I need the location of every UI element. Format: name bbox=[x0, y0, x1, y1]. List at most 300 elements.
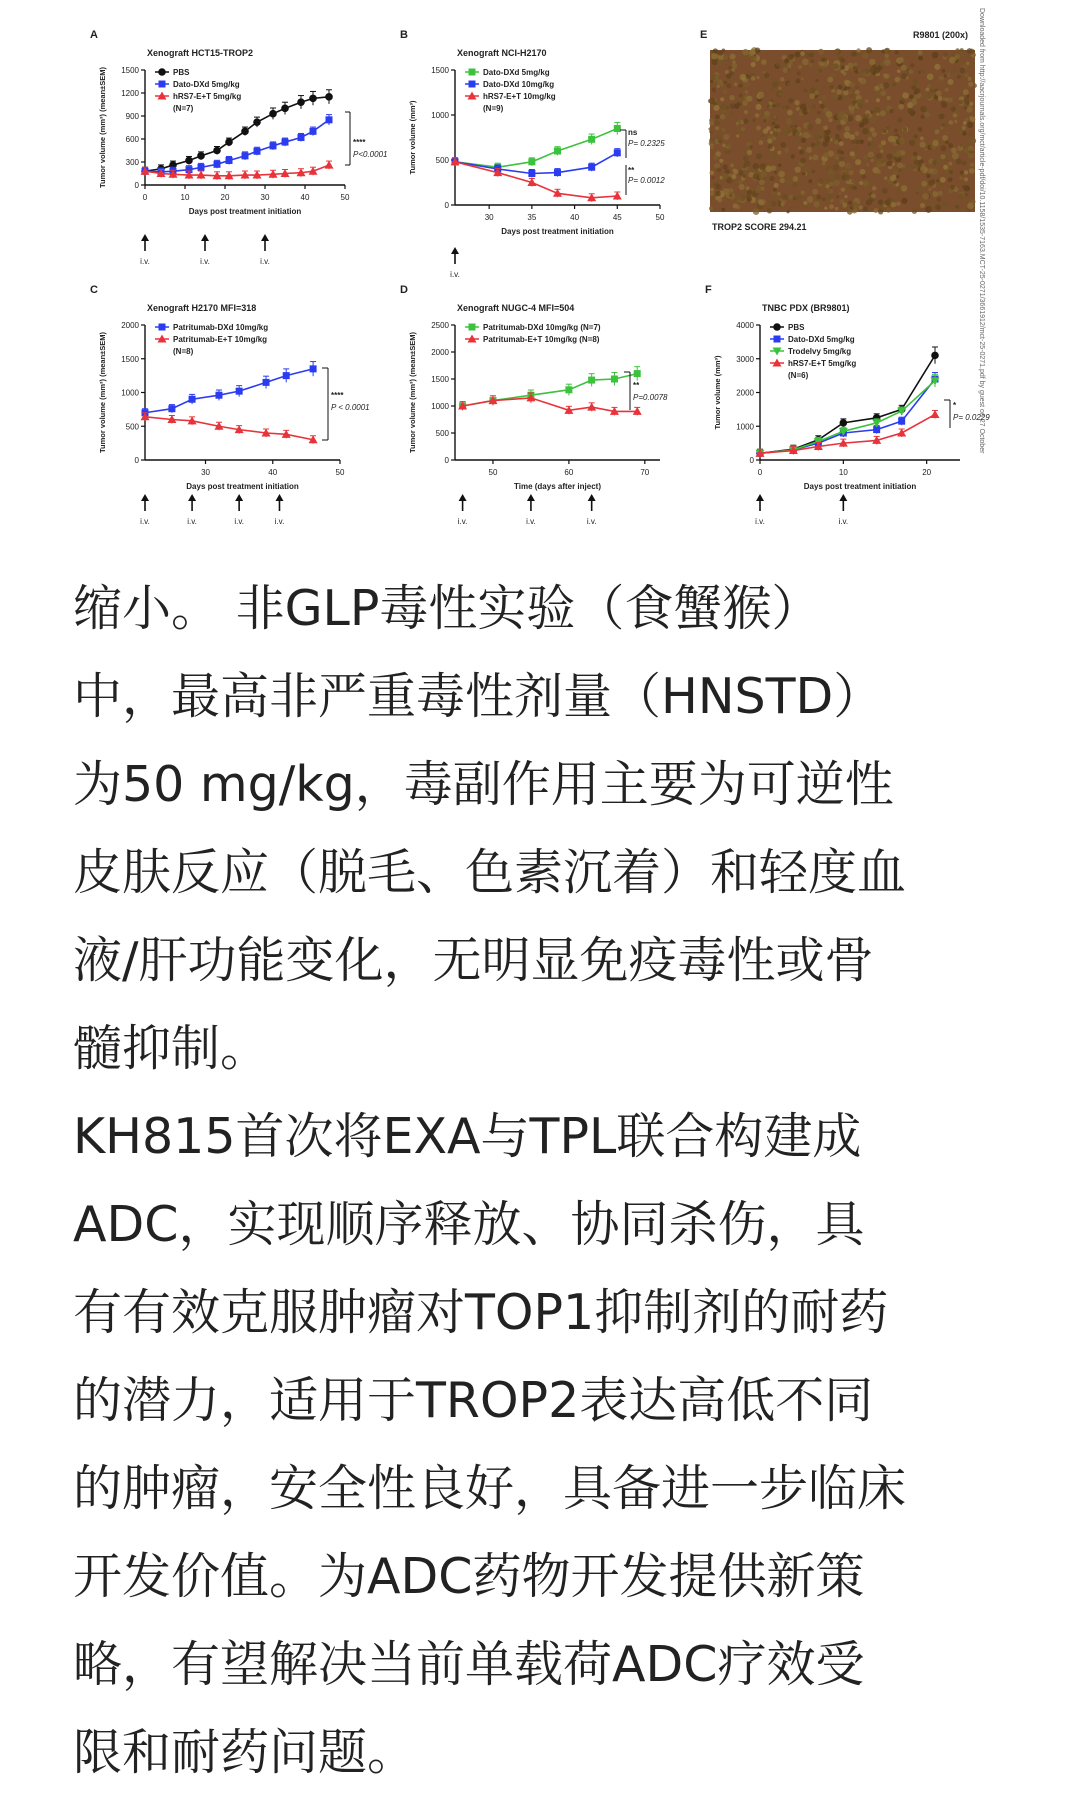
ihc-cell bbox=[738, 119, 743, 124]
data-point bbox=[931, 410, 940, 418]
p-value: P= 0.0012 bbox=[628, 176, 665, 185]
ihc-cell bbox=[859, 181, 863, 185]
iv-arrow-head bbox=[141, 234, 149, 241]
p-value: P= 0.2325 bbox=[628, 139, 665, 148]
ihc-cell bbox=[879, 205, 883, 209]
ihc-cell bbox=[957, 75, 961, 79]
ihc-cell bbox=[771, 152, 778, 159]
ihc-cell bbox=[945, 88, 949, 92]
ihc-cell bbox=[824, 207, 827, 210]
ihc-cell bbox=[951, 68, 957, 74]
panel-letter: D bbox=[400, 284, 408, 296]
ihc-cell bbox=[925, 206, 932, 213]
data-point bbox=[897, 408, 906, 416]
ihc-cell bbox=[763, 119, 767, 123]
ihc-cell bbox=[722, 89, 727, 94]
data-point bbox=[270, 142, 277, 149]
ihc-cell bbox=[896, 188, 902, 194]
ihc-cell bbox=[826, 194, 833, 201]
ihc-cell bbox=[816, 195, 821, 200]
chart-title: Xenograft NUGC-4 MFI=504 bbox=[457, 303, 575, 313]
iv-label: i.v. bbox=[586, 517, 597, 526]
ihc-cell bbox=[815, 141, 820, 146]
ihc-cell bbox=[963, 97, 969, 103]
ihc-cell bbox=[710, 188, 714, 192]
data-point bbox=[236, 388, 243, 395]
ihc-cell bbox=[963, 121, 967, 125]
y-tick-label: 2000 bbox=[121, 321, 139, 330]
x-tick-label: 30 bbox=[484, 213, 494, 222]
sig-stars: **** bbox=[353, 138, 366, 147]
ihc-cell bbox=[726, 73, 731, 78]
text-line: 髓抑制。 bbox=[73, 1020, 270, 1077]
ihc-cell bbox=[834, 140, 839, 145]
ihc-cell bbox=[761, 172, 767, 178]
legend-marker bbox=[159, 324, 166, 331]
ihc-cell bbox=[795, 100, 800, 105]
ihc-cell bbox=[896, 202, 900, 206]
ihc-cell bbox=[942, 200, 949, 207]
ihc-cell bbox=[838, 191, 842, 195]
ihc-cell bbox=[842, 116, 848, 122]
ihc-cell bbox=[769, 101, 773, 105]
ihc-cell bbox=[788, 54, 794, 60]
ihc-cell bbox=[824, 134, 829, 139]
ihc-cell bbox=[723, 81, 727, 85]
ihc-cell bbox=[898, 138, 905, 145]
ihc-cell bbox=[955, 100, 959, 104]
ihc-cell bbox=[920, 136, 924, 140]
ihc-cell bbox=[910, 52, 915, 57]
x-tick-label: 60 bbox=[564, 468, 574, 477]
ihc-cell bbox=[751, 56, 757, 62]
ihc-cell bbox=[818, 166, 822, 170]
ihc-cell bbox=[811, 143, 815, 147]
ihc-cell bbox=[940, 145, 946, 151]
y-tick-label: 2000 bbox=[431, 348, 449, 357]
ihc-cell bbox=[758, 93, 763, 98]
ihc-cell bbox=[819, 132, 823, 136]
ihc-cell bbox=[715, 184, 721, 190]
ihc-cell bbox=[863, 206, 868, 211]
ihc-cell bbox=[741, 127, 745, 131]
y-tick-label: 900 bbox=[125, 112, 139, 121]
ihc-cell bbox=[713, 90, 716, 93]
ihc-cell bbox=[878, 83, 884, 89]
iv-label: i.v. bbox=[274, 517, 285, 526]
y-tick-label: 1000 bbox=[431, 402, 449, 411]
ihc-cell bbox=[968, 82, 973, 87]
ihc-cell bbox=[912, 209, 917, 214]
ihc-cell bbox=[812, 170, 815, 173]
ihc-cell bbox=[958, 100, 963, 105]
ihc-cell bbox=[773, 132, 778, 137]
ihc-cell bbox=[836, 125, 842, 131]
ihc-cell bbox=[871, 193, 876, 198]
ihc-cell bbox=[843, 96, 848, 101]
ihc-cell bbox=[780, 202, 784, 206]
ihc-cell bbox=[769, 176, 774, 181]
data-point bbox=[168, 405, 175, 412]
ihc-cell bbox=[898, 168, 902, 172]
iv-label: i.v. bbox=[187, 517, 197, 526]
y-tick-label: 1500 bbox=[121, 354, 139, 364]
ihc-cell bbox=[751, 76, 756, 81]
ihc-cell bbox=[863, 180, 869, 186]
ihc-cell bbox=[862, 69, 866, 73]
ihc-cell bbox=[948, 162, 952, 166]
ihc-cell bbox=[921, 69, 926, 74]
y-tick-label: 1500 bbox=[121, 66, 139, 75]
ihc-cell bbox=[717, 197, 722, 202]
ihc-cell bbox=[935, 204, 941, 210]
ihc-cell bbox=[925, 88, 929, 92]
y-tick-label: 1000 bbox=[121, 388, 139, 398]
ihc-cell bbox=[790, 125, 793, 128]
ihc-cell bbox=[964, 107, 967, 110]
ihc-cell bbox=[719, 159, 723, 163]
ihc-cell bbox=[887, 161, 893, 167]
ihc-cell bbox=[954, 54, 960, 60]
ihc-cell bbox=[929, 168, 934, 173]
legend-label: Dato-DXd 5mg/kg bbox=[788, 335, 855, 344]
iv-label: i.v. bbox=[140, 517, 150, 526]
ihc-cell bbox=[759, 179, 765, 185]
ihc-cell bbox=[876, 98, 880, 102]
data-point bbox=[528, 170, 535, 177]
ihc-cell bbox=[965, 193, 969, 197]
iv-label: i.v. bbox=[260, 257, 270, 266]
ihc-cell bbox=[959, 85, 963, 89]
ihc-cell bbox=[962, 185, 966, 189]
ihc-cell bbox=[782, 128, 789, 135]
ihc-cell bbox=[917, 156, 921, 160]
ihc-cell bbox=[804, 89, 808, 93]
ihc-cell bbox=[746, 186, 750, 190]
ihc-cell bbox=[818, 67, 823, 72]
ihc-cell bbox=[959, 176, 963, 180]
data-point bbox=[310, 128, 317, 135]
data-point bbox=[310, 365, 317, 372]
sig-stars: ** bbox=[628, 166, 635, 175]
ihc-cell bbox=[874, 107, 881, 114]
ihc-cell bbox=[784, 148, 789, 153]
ihc-cell bbox=[926, 174, 930, 178]
ihc-cell bbox=[815, 90, 820, 95]
ihc-cell bbox=[806, 147, 812, 153]
ihc-cell bbox=[855, 147, 858, 150]
ihc-cell bbox=[860, 78, 867, 85]
ihc-cell bbox=[964, 177, 968, 181]
ihc-cell bbox=[711, 53, 718, 60]
panel-letter: F bbox=[705, 284, 712, 296]
ihc-cell bbox=[940, 126, 944, 130]
ihc-cell bbox=[826, 111, 833, 118]
x-axis-label: Time (days after inject) bbox=[514, 482, 601, 491]
ihc-cell bbox=[734, 83, 738, 87]
data-point bbox=[215, 392, 222, 399]
legend-label: (N=7) bbox=[173, 104, 194, 113]
y-tick-label: 4000 bbox=[736, 321, 754, 330]
ihc-cell bbox=[855, 90, 860, 95]
ihc-cell bbox=[962, 161, 967, 166]
ihc-cell bbox=[813, 201, 819, 207]
y-tick-label: 600 bbox=[125, 135, 139, 144]
ihc-cell bbox=[851, 140, 856, 145]
data-point bbox=[554, 169, 561, 176]
ihc-cell bbox=[814, 134, 820, 140]
ihc-cell bbox=[801, 191, 805, 195]
sig-stars: ** bbox=[633, 381, 640, 390]
ihc-cell bbox=[780, 178, 785, 183]
data-point bbox=[614, 125, 621, 132]
ihc-cell bbox=[869, 59, 875, 65]
ihc-cell bbox=[838, 85, 843, 90]
ihc-cell bbox=[939, 75, 944, 80]
ihc-cell bbox=[882, 190, 886, 194]
ihc-cell bbox=[766, 126, 771, 131]
legend-label: PBS bbox=[173, 68, 190, 77]
text-line: 皮肤反应（脱毛、色素沉着）和轻度血 bbox=[73, 844, 907, 901]
p-value: P= 0.0229 bbox=[953, 413, 990, 422]
ihc-cell bbox=[777, 192, 780, 195]
data-point bbox=[253, 118, 261, 126]
ihc-cell bbox=[884, 48, 889, 53]
ihc-cell bbox=[809, 63, 813, 67]
ihc-cell bbox=[934, 64, 940, 70]
data-point bbox=[840, 419, 848, 427]
ihc-cell bbox=[920, 203, 925, 208]
ihc-cell bbox=[892, 82, 896, 86]
ihc-cell bbox=[801, 77, 804, 80]
ihc-cell bbox=[884, 54, 889, 59]
iv-arrow-head bbox=[275, 494, 283, 501]
ihc-cell bbox=[710, 171, 715, 176]
ihc-cell bbox=[797, 71, 801, 75]
ihc-cell bbox=[967, 202, 974, 209]
data-point bbox=[554, 148, 561, 155]
ihc-cell bbox=[778, 87, 782, 91]
ihc-cell bbox=[747, 96, 753, 102]
ihc-cell bbox=[819, 100, 822, 103]
ihc-cell bbox=[924, 112, 930, 118]
side-download-note: Downloaded from http://aacrjournals.org/mct/article-pdf/doi/10.1158/1535-7163.MCT-25-0271/3661912/mct-25-0271.pdf by guest on 27 October bbox=[978, 8, 985, 454]
ihc-cell bbox=[717, 59, 723, 65]
ihc-cell bbox=[951, 53, 955, 57]
chart-panel-d bbox=[400, 284, 668, 526]
ihc-cell bbox=[727, 143, 731, 147]
ihc-cell bbox=[958, 130, 963, 135]
ihc-cell bbox=[772, 104, 775, 107]
ihc-cell bbox=[898, 57, 904, 63]
ihc-cell bbox=[851, 51, 856, 56]
ihc-cell bbox=[946, 73, 950, 77]
data-point bbox=[298, 134, 305, 141]
ihc-cell bbox=[839, 161, 845, 167]
chart-panel-b bbox=[400, 29, 665, 279]
ihc-cell bbox=[710, 192, 714, 196]
ihc-cell bbox=[860, 169, 866, 175]
ihc-cell bbox=[803, 201, 807, 205]
ihc-cell bbox=[771, 191, 775, 195]
x-tick-label: 50 bbox=[335, 468, 345, 477]
iv-label: i.v. bbox=[234, 517, 244, 526]
text-line: 有有效克服肿瘤对TOP1抑制剂的耐药 bbox=[73, 1284, 889, 1341]
ihc-cell bbox=[850, 109, 855, 114]
ihc-cell bbox=[864, 155, 868, 159]
data-point bbox=[528, 158, 535, 165]
chart-title: Xenograft H2170 MFI=318 bbox=[147, 303, 257, 313]
ihc-cell bbox=[823, 125, 828, 130]
ihc-cell bbox=[742, 100, 748, 106]
ihc-cell bbox=[820, 61, 825, 66]
ihc-cell bbox=[963, 89, 969, 95]
ihc-cell bbox=[844, 174, 851, 181]
data-point bbox=[897, 429, 906, 437]
ihc-cell bbox=[967, 122, 973, 128]
ihc-cell bbox=[930, 202, 935, 207]
ihc-cell bbox=[726, 83, 731, 88]
legend-label: Patritumab-E+T 10mg/kg (N=8) bbox=[483, 335, 600, 344]
y-axis-label: Tumor volume (mm³) (mean±SEM) bbox=[408, 331, 417, 454]
ihc-cell bbox=[894, 129, 898, 133]
ihc-cell bbox=[739, 184, 745, 190]
legend-label: Patritumab-E+T 10mg/kg bbox=[173, 335, 268, 344]
ihc-cell bbox=[711, 176, 715, 180]
data-point bbox=[242, 152, 249, 159]
ihc-cell bbox=[900, 150, 905, 155]
ihc-cell bbox=[747, 150, 752, 155]
ihc-cell bbox=[941, 101, 947, 107]
data-point bbox=[309, 95, 317, 103]
y-tick-label: 1000 bbox=[431, 111, 449, 120]
ihc-cell bbox=[920, 166, 925, 171]
ihc-cell bbox=[761, 59, 766, 64]
ihc-cell bbox=[787, 110, 793, 116]
ihc-cell bbox=[796, 195, 802, 201]
iv-arrow-head bbox=[527, 494, 535, 501]
ihc-cell bbox=[958, 193, 964, 199]
ihc-cell bbox=[729, 194, 732, 197]
ihc-cell bbox=[848, 62, 854, 68]
ihc-panel-e bbox=[700, 29, 977, 232]
ihc-cell bbox=[837, 149, 842, 154]
ihc-cell bbox=[807, 196, 814, 203]
ihc-cell bbox=[764, 73, 769, 78]
legend-marker bbox=[774, 336, 781, 343]
ihc-cell bbox=[866, 199, 872, 205]
chart-panel-f bbox=[705, 284, 990, 526]
ihc-cell bbox=[815, 79, 818, 82]
text-line: 开发价值。为ADC药物开发提供新策 bbox=[73, 1548, 865, 1605]
data-point bbox=[198, 164, 205, 171]
ihc-cell bbox=[730, 54, 736, 60]
ihc-cell bbox=[878, 144, 883, 149]
ihc-cell bbox=[969, 102, 974, 107]
ihc-cell bbox=[896, 175, 899, 178]
ihc-cell bbox=[859, 139, 864, 144]
ihc-cell bbox=[909, 140, 915, 146]
ihc-cell bbox=[736, 205, 740, 209]
ihc-cell bbox=[907, 108, 913, 114]
ihc-cell bbox=[829, 204, 834, 209]
ihc-cell bbox=[800, 51, 805, 56]
ihc-cell bbox=[721, 128, 725, 132]
sig-stars: * bbox=[953, 401, 957, 410]
panel-letter: A bbox=[90, 29, 98, 41]
ihc-cell bbox=[756, 76, 759, 79]
ihc-cell bbox=[822, 162, 826, 166]
ihc-cell bbox=[750, 72, 754, 76]
ihc-cell bbox=[818, 49, 824, 55]
iv-arrow-head bbox=[201, 234, 209, 241]
ihc-cell bbox=[870, 117, 876, 123]
ihc-cell bbox=[799, 150, 804, 155]
ihc-cell bbox=[731, 68, 735, 72]
ihc-cell bbox=[902, 92, 908, 98]
ihc-cell bbox=[733, 169, 738, 174]
ihc-cell bbox=[788, 98, 793, 103]
ihc-cell bbox=[713, 155, 718, 160]
ihc-cell bbox=[856, 86, 859, 89]
data-point bbox=[269, 110, 277, 118]
series-line bbox=[463, 398, 638, 412]
y-tick-label: 0 bbox=[444, 456, 449, 465]
ihc-cell bbox=[924, 94, 928, 98]
ihc-cell bbox=[968, 132, 972, 136]
ihc-cell bbox=[927, 73, 934, 80]
ihc-cell bbox=[874, 67, 881, 74]
ihc-cell bbox=[913, 152, 918, 157]
ihc-cell bbox=[866, 113, 870, 117]
ihc-cell bbox=[855, 140, 860, 145]
chart-title: Xenograft NCI-H2170 bbox=[457, 48, 547, 58]
ihc-cell bbox=[872, 186, 876, 190]
ihc-cell bbox=[770, 88, 774, 92]
x-tick-label: 0 bbox=[142, 193, 148, 202]
y-axis-label: Tumor volume (mm³) (mean±SEM) bbox=[98, 66, 107, 189]
legend-label: hRS7-E+T 10mg/kg bbox=[483, 92, 556, 101]
ihc-cell bbox=[941, 69, 945, 73]
ihc-cell bbox=[709, 98, 715, 104]
data-point bbox=[588, 136, 595, 143]
ihc-cell bbox=[709, 138, 715, 144]
ihc-cell bbox=[774, 128, 777, 131]
ihc-cell bbox=[787, 65, 791, 69]
ihc-cell bbox=[921, 115, 925, 119]
ihc-cell bbox=[969, 49, 975, 55]
chart-panel-c bbox=[90, 284, 370, 526]
ihc-cell bbox=[945, 98, 949, 102]
ihc-cell bbox=[832, 120, 836, 124]
ihc-cell bbox=[849, 134, 855, 140]
ihc-cell bbox=[920, 106, 927, 113]
legend-marker bbox=[773, 323, 781, 331]
ihc-cell bbox=[734, 103, 740, 109]
ihc-cell bbox=[798, 146, 801, 149]
data-point bbox=[634, 370, 641, 377]
iv-arrow-head bbox=[459, 494, 467, 501]
x-axis-label: Days post treatment initiation bbox=[501, 227, 614, 236]
x-axis-label: Days post treatment initiation bbox=[188, 207, 302, 216]
ihc-cell bbox=[810, 59, 814, 63]
ihc-cell bbox=[880, 110, 886, 116]
ihc-cell bbox=[819, 87, 824, 92]
ihc-cell bbox=[897, 69, 901, 73]
ihc-cell bbox=[736, 122, 739, 125]
y-tick-label: 0 bbox=[444, 201, 449, 210]
ihc-cell bbox=[956, 158, 962, 164]
